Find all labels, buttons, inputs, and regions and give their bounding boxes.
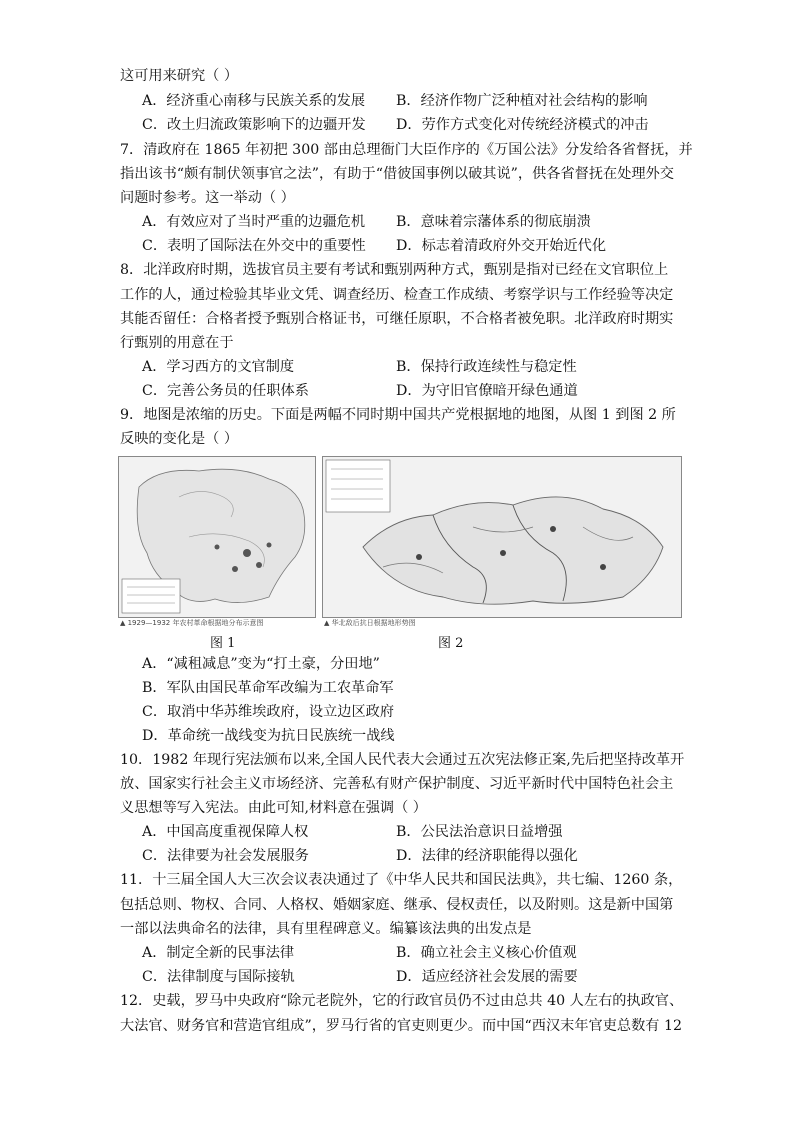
q10-option-d: D．法律的经济职能得以强化 xyxy=(396,848,578,864)
q12-stem-line-1: 12．史载，罗马中央政府“除元老院外，它的行政官员仍不过由总共 40 人左右的执政官、 xyxy=(120,993,684,1009)
q6-option-b: B．经济作物广泛种植对社会结构的影响 xyxy=(396,93,648,109)
q8-stem-line-4: 行甄别的用意在于 xyxy=(120,335,234,351)
q10-stem-line-3: 义思想等写入宪法。由此可知,材料意在强调（ ） xyxy=(120,800,427,816)
q10-stem-line-2: 放、国家实行社会主义市场经济、完善私有财产保护制度、习近平新时代中国特色社会主 xyxy=(120,776,674,792)
q10-option-c: C．法律要为社会发展服务 xyxy=(142,848,309,864)
q6-option-c: C．改土归流政策影响下的边疆开发 xyxy=(142,117,366,133)
q11-stem-line-2: 包括总则、物权、合同、人格权、婚姻家庭、继承、侵权责任，以及附则。这是新中国第 xyxy=(120,897,674,913)
q11-option-c: C．法律制度与国际接轨 xyxy=(142,969,295,985)
q9-option-a: A．“减租减息”变为“打土豪，分田地” xyxy=(142,656,380,672)
q11-stem-line-1: 11．十三届全国人大三次会议表决通过了《中华人民共和国民法典》，共七编、1260 条， xyxy=(120,872,683,888)
q8-stem-line-2: 工作的人，通过检验其毕业文凭、调查经历、检查工作成绩、考察学识与工作经验等决定 xyxy=(120,287,674,303)
q7-stem-line-1: 7．清政府在 1865 年初把 300 部由总理衙门大臣作序的《万国公法》分发给各省督抚，并 xyxy=(120,142,693,158)
map-1-image xyxy=(118,456,316,618)
q9-figure xyxy=(118,456,688,656)
q6-option-a: A．经济重心南移与民族关系的发展 xyxy=(142,93,366,109)
q9-option-b: B．军队由国民革命军改编为工农革命军 xyxy=(142,680,394,696)
q8-option-c: C．完善公务员的任职体系 xyxy=(142,383,309,399)
q8-option-b: B．保持行政连续性与稳定性 xyxy=(396,359,577,375)
figure-1-label: 图 1 xyxy=(210,636,236,651)
q10-stem-line-1: 10．1982 年现行宪法颁布以来,全国人民代表大会通过五次宪法修正案,先后把坚持改革开 xyxy=(120,752,685,768)
map-1-drawing xyxy=(119,457,315,617)
q11-option-b: B．确立社会主义核心价值观 xyxy=(396,945,577,961)
q11-stem-line-3: 一部以法典命名的法律，具有里程碑意义。编纂该法典的出发点是 xyxy=(120,921,532,937)
q11-option-a: A．制定全新的民事法律 xyxy=(142,945,295,961)
map-2-caption: ▲ 华北敌后抗日根据地形势图 xyxy=(324,619,416,627)
q10-option-a: A．中国高度重视保障人权 xyxy=(142,824,309,840)
q6-option-d: D．劳作方式变化对传统经济模式的冲击 xyxy=(396,117,649,133)
figure-2-label: 图 2 xyxy=(438,636,464,651)
q8-stem-line-1: 8．北洋政府时期，选拔官员主要有考试和甄别两种方式，甄别是指对已经在文官职位上 xyxy=(120,262,669,278)
q7-stem-line-3: 问题时参考。这一举动（ ） xyxy=(120,190,295,206)
q11-option-d: D．适应经济社会发展的需要 xyxy=(396,969,578,985)
q8-option-a: A．学习西方的文官制度 xyxy=(142,359,295,375)
q8-stem-line-3: 其能否留任：合格者授予甄别合格证书，可继任原职，不合格者被免职。北洋政府时期实 xyxy=(120,311,674,327)
q6-stem-tail: 这可用来研究（ ） xyxy=(120,68,239,84)
q12-stem-line-2: 大法官、财务官和营造官组成”，罗马行省的官吏则更少。而中国“西汉末年官吏总数有 12 xyxy=(120,1018,683,1034)
map-2-image xyxy=(322,456,682,618)
q7-option-d: D．标志着清政府外交开始近代化 xyxy=(396,238,607,254)
map-1-caption: ▲ 1929—1932 年农村革命根据地分布示意图 xyxy=(120,619,264,627)
map-2-drawing xyxy=(323,457,681,617)
q7-option-a: A．有效应对了当时严重的边疆危机 xyxy=(142,214,366,230)
q9-stem-line-1: 9．地图是浓缩的历史。下面是两幅不同时期中国共产党根据地的地图，从图 1 到图 2 所 xyxy=(120,407,676,423)
q10-option-b: B．公民法治意识日益增强 xyxy=(396,824,563,840)
q9-option-c: C．取消中华苏维埃政府，设立边区政府 xyxy=(142,704,395,720)
q9-stem-line-2: 反映的变化是（ ） xyxy=(120,431,239,447)
q9-option-d: D．革命统一战线变为抗日民族统一战线 xyxy=(142,728,395,744)
q7-option-c: C．表明了国际法在外交中的重要性 xyxy=(142,238,366,254)
q7-stem-line-2: 指出该书“颇有制伏领事官之法”，有助于“借彼国事例以破其说”，供各省督抚在处理外交 xyxy=(120,166,674,182)
q7-option-b: B．意味着宗藩体系的彻底崩溃 xyxy=(396,214,591,230)
q8-option-d: D．为守旧官僚暗开绿色通道 xyxy=(396,383,578,399)
